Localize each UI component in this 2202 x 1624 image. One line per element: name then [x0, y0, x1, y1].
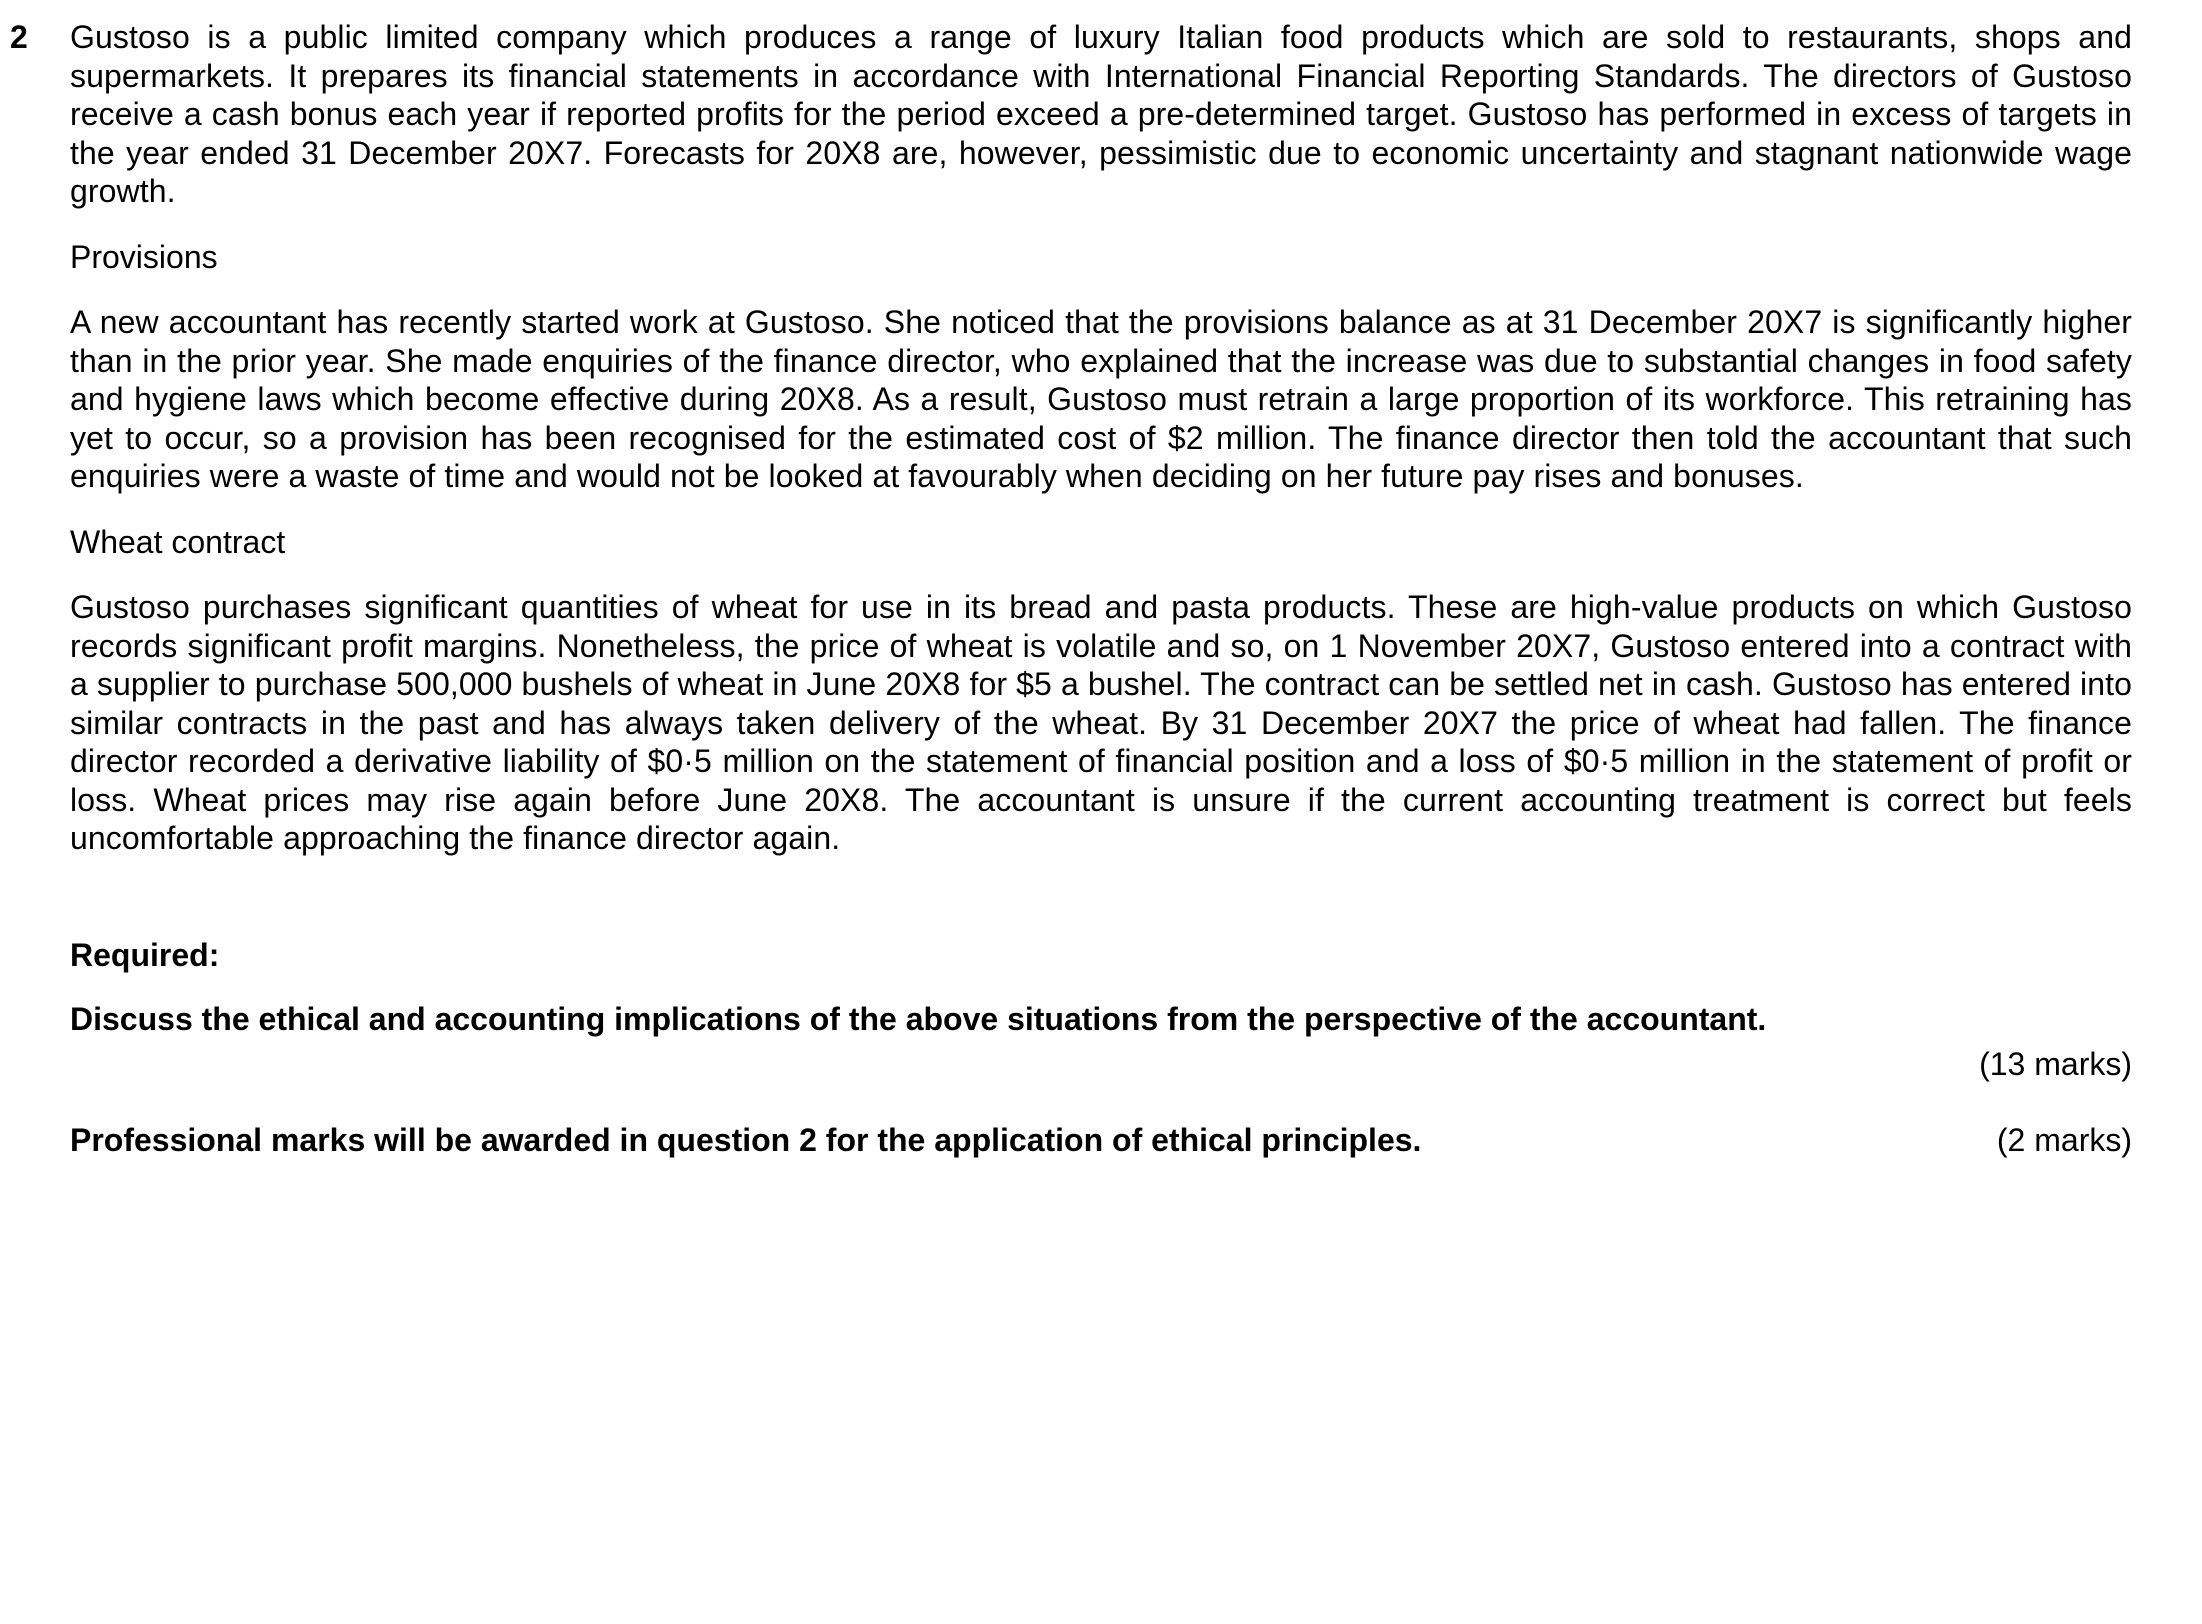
professional-marks-row	[70, 1121, 2132, 1160]
spacer	[70, 276, 2132, 303]
question-body	[70, 18, 2202, 1160]
spacer	[70, 1083, 2132, 1121]
section-body-wheat-contract: Gustoso purchases significant quantities of wheat for use in its bread and pasta products. These are high-value products on which Gustoso records significant profit margins. Nonetheless, the price of wheat is volatile and so, on 1 November 20X7, Gustoso entered into a contract with a supplier to purchase 500,000 bushels of wheat in June 20X8 for $5 a bushel. The contract can be settled net in cash. Gustoso has entered into similar contracts in the past and has always taken delivery of the wheat. By 31 December 20X7 the price of wheat had fallen. The finance director recorded a derivative liability of $0·5 million on the statement of financial position and a loss of $0·5 million in the statement of profit or loss. Wheat prices may rise again before June 20X8. The accountant is unsure if the current accounting treatment is correct but feels uncomfortable approaching the finance director again.	[70, 589, 2132, 856]
spacer	[70, 496, 2132, 523]
spacer	[70, 974, 2132, 1000]
section-body-provisions: A new accountant has recently started work at Gustoso. She noticed that the provisions balance as at 31 December 20X7 is significantly higher than in the prior year. She made enquiries of the finance director, who explained that the increase was due to substantial changes in food safety and hygiene laws which become effective during 20X8. As a result, Gustoso must retrain a large proportion of its workforce. This retraining has yet to occur, so a provision has been recognised for the estimated cost of $2 million. The finance director then told the accountant that such enquiries were a waste of time and would not be looked at favourably when deciding on her future pay rises and bonuses.	[70, 304, 2132, 494]
required-task-marks: (13 marks)	[1979, 1045, 2132, 1082]
spacer	[70, 561, 2132, 588]
professional-marks-note: Professional marks will be awarded in question 2 for the application of ethical principles.	[70, 1122, 1422, 1158]
question-intro-paragraph: Gustoso is a public limited company which produces a range of luxury Italian food products which are sold to restaurants, shops and supermarkets. It prepares its financial statements in accordance with International Financial Reporting Standards. The directors of Gustoso receive a cash bonus each year if reported profits for the period exceed a pre-determined target. Gustoso has performed in excess of targets in the year ended 31 December 20X7. Forecasts for 20X8 are, however, pessimistic due to economic uncertainty and stagnant nationwide wage growth.	[70, 19, 2132, 209]
section-heading-provisions: Provisions	[70, 238, 218, 275]
required-task-text: Discuss the ethical and accounting implications of the above situations from the perspective of the accountant.	[70, 1001, 1767, 1037]
spacer	[70, 211, 2132, 238]
section-heading-wheat-contract: Wheat contract	[70, 523, 286, 560]
required-label: Required:	[70, 936, 220, 973]
question-number: 2	[10, 19, 28, 55]
question-block	[0, 18, 2202, 1160]
professional-marks-value: (2 marks)	[1996, 1122, 2132, 1158]
spacer	[70, 858, 2132, 936]
